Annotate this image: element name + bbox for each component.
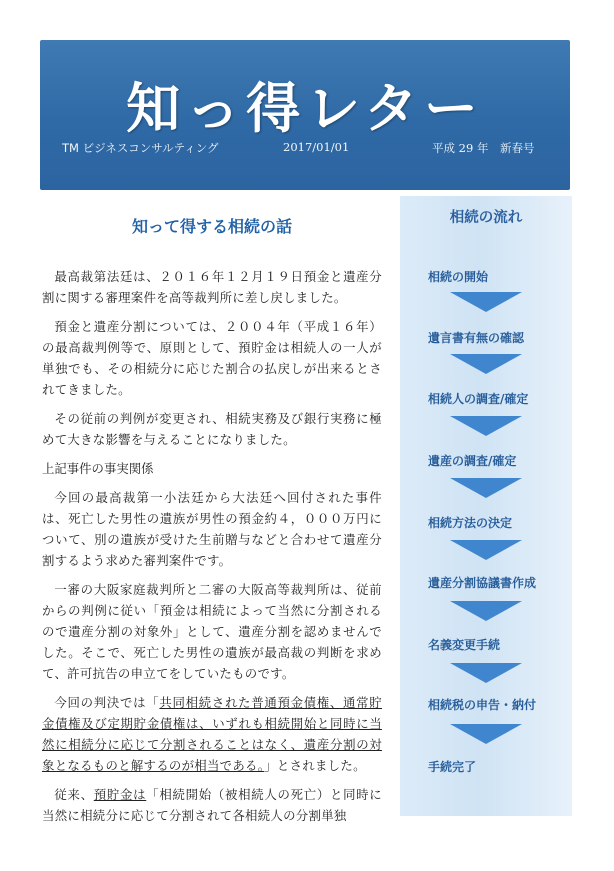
judgment-quote-close: 」とされました。 <box>264 758 366 773</box>
issue-date: 2017/01/01 <box>283 140 350 154</box>
paragraph-7-start: 従来、 <box>54 787 94 802</box>
flow-step-will-check: 遺言書有無の確認 <box>428 331 525 345</box>
article-title: 知って得する相続の話 <box>131 217 292 236</box>
flow-step-start: 相続の開始 <box>428 270 489 284</box>
inheritance-flow-sidebar <box>400 196 572 816</box>
issue-label: 平成 29 年 新春号 <box>432 141 535 155</box>
down-arrow-icon <box>446 540 526 560</box>
judgment-quote: 共同相続された普通預金債権、通常貯金債権及び定期貯金債権は、いずれも相続開始と同時に当然に相続分に応じて分割されることはなく、遺産分割の対象となるものと解するのが相当である。 <box>42 695 382 773</box>
deposits-term: 預貯金は <box>93 787 147 802</box>
flow-step-assets: 遺産の調査/確定 <box>428 454 517 468</box>
down-arrow-icon <box>446 354 526 374</box>
down-arrow-icon <box>446 724 526 744</box>
down-arrow-icon <box>446 292 526 312</box>
flow-step-complete: 手続完了 <box>428 760 477 774</box>
article <box>42 206 382 834</box>
judgment-quote-open: 今回の判決では「 <box>54 695 160 710</box>
down-arrow-icon <box>446 601 526 621</box>
flow-step-tax-filing: 相続税の申告・納付 <box>428 698 537 712</box>
flow-step-agreement: 遺産分割協議書作成 <box>428 576 537 590</box>
paragraph-7-rest: 「相続開始（被相続人の死亡）と同時に当然に相続分に応じて分割されて各相続人の分割単独 <box>42 787 382 823</box>
flow-step-method: 相続方法の決定 <box>428 516 513 530</box>
down-arrow-icon <box>446 663 526 683</box>
article-paragraph-5: 一審の大阪家庭裁判所と二審の大阪高等裁判所は、従前からの判例に従い「預金は相続によって当然に分割されるので遺産分割の対象外」として、遺産分割を認めませんでした。そこで、死亡した男性の遺族が最高裁の判断を求めて、許可抗告の申立てをしていたものです。 <box>42 582 382 681</box>
article-paragraph-7 <box>42 784 382 826</box>
newsletter-title: 知っ得レター <box>126 76 484 140</box>
article-paragraph-3: その従前の判例が変更され、相続実務及び銀行実務に極めて大きな影響を与えることになりました。 <box>42 411 382 447</box>
newsletter-header <box>40 40 570 190</box>
article-paragraph-6 <box>42 692 382 776</box>
article-paragraph-1: 最高裁第法廷は、２０１６年１２月１９日預金と遺産分割に関する審理案件を高等裁判所に差し戻しました。 <box>42 269 382 305</box>
flow-title: 相続の流れ <box>449 210 523 226</box>
down-arrow-icon <box>446 478 526 498</box>
company-name: TM ビジネスコンサルティング <box>62 141 219 155</box>
article-subheading: 上記事件の事実関係 <box>42 461 154 476</box>
article-paragraph-4: 今回の最高裁第一小法廷から大法廷へ回付された事件は、死亡した男性の遺族が男性の預金約４，０００万円について、別の遺族が受けた生前贈与などと合わせて遺産分割するよう求めた審判案件です。 <box>42 490 382 568</box>
flow-step-title-change: 名義変更手続 <box>428 638 501 652</box>
flow-step-heirs: 相続人の調査/確定 <box>428 392 529 406</box>
down-arrow-icon <box>446 416 526 436</box>
article-paragraph-2: 預金と遺産分割については、２００４年（平成１６年）の最高裁判例等で、原則として、預貯金は相続人の一人が単独でも、その相続分に応じた割合の払戻しが出来るとされてきました。 <box>42 319 382 397</box>
